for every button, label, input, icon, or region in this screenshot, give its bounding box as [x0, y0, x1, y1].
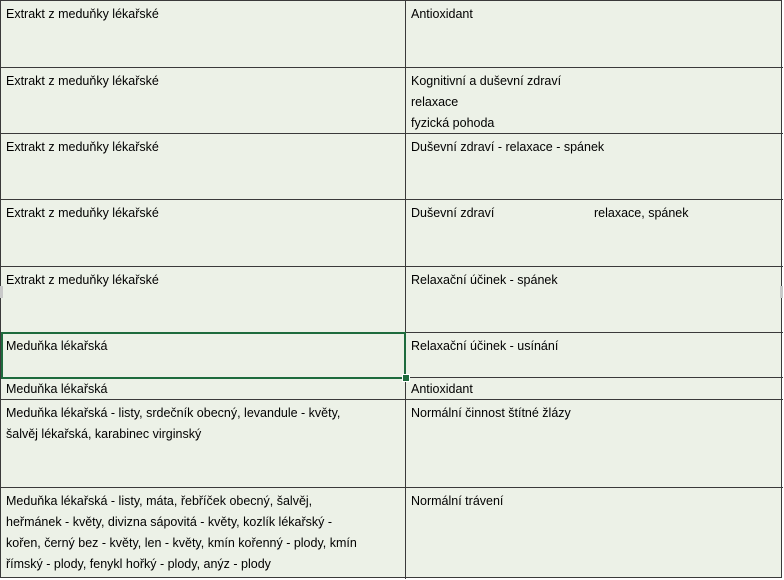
cell-text: [411, 203, 778, 224]
cell-text: Relaxační účinek - usínání: [411, 339, 559, 353]
table-cell-claim[interactable]: [406, 1, 783, 67]
table-row: [1, 1, 783, 68]
table-row: [1, 333, 783, 378]
table-cell-ingredient[interactable]: [1, 378, 406, 399]
table-cell-ingredient[interactable]: [1, 68, 406, 133]
cell-text: Normální činnost štítné žlázy: [411, 406, 571, 420]
table-cell-ingredient[interactable]: [1, 333, 406, 377]
table-row: [1, 488, 783, 579]
table-cell-claim[interactable]: [406, 400, 783, 487]
cell-text: Extrakt z meduňky lékařské: [6, 206, 159, 220]
resize-handle[interactable]: [0, 286, 3, 298]
table-row: [1, 378, 783, 400]
cell-text: Meduňka lékařská: [6, 382, 108, 396]
cell-text: šalvěj lékařská, karabinec virginský: [6, 427, 202, 441]
cell-text: Extrakt z meduňky lékařské: [6, 74, 159, 88]
table-row: [1, 267, 783, 333]
cell-text-part: relaxace, spánek: [594, 206, 689, 220]
cell-text-part: Duševní zdraví: [411, 206, 495, 220]
table-cell-claim[interactable]: [406, 68, 783, 133]
table-row: [1, 134, 783, 200]
cell-text: Antioxidant: [411, 7, 473, 21]
table-cell-ingredient[interactable]: [1, 267, 406, 332]
cell-text: Extrakt z meduňky lékařské: [6, 7, 159, 21]
cell-text: Antioxidant: [411, 382, 473, 396]
table-cell-ingredient[interactable]: [1, 1, 406, 67]
table-cell-claim[interactable]: [406, 378, 783, 399]
cell-text: římský - plody, fenykl hořký - plody, anýz - plody: [6, 557, 271, 571]
resize-handle[interactable]: [780, 286, 783, 298]
table-cell-claim[interactable]: [406, 200, 783, 266]
cell-text: Duševní zdraví - relaxace - spánek: [411, 140, 605, 154]
cell-text: relaxace: [411, 95, 459, 109]
cell-text: kořen, černý bez - květy, len - květy, kmín kořenný - plody, kmín: [6, 536, 357, 550]
table-cell-claim[interactable]: [406, 333, 783, 377]
cell-text: Normální trávení: [411, 494, 504, 508]
cell-text: fyzická pohoda: [411, 116, 495, 130]
table-cell-ingredient[interactable]: [1, 400, 406, 487]
cell-text: Meduňka lékařská - listy, srdečník obecný, levandule - květy,: [6, 406, 341, 420]
table-cell-ingredient[interactable]: [1, 134, 406, 199]
table-cell-claim[interactable]: [406, 488, 783, 579]
table-cell-ingredient[interactable]: [1, 488, 406, 579]
cell-text: Meduňka lékařská: [6, 339, 108, 353]
cell-text: Relaxační účinek - spánek: [411, 273, 558, 287]
table-row: [1, 400, 783, 488]
cell-text: heřmánek - květy, divizna sápovitá - květy, kozlík lékařský -: [6, 515, 333, 529]
cell-text: Kognitivní a duševní zdraví: [411, 74, 562, 88]
table-cell-claim[interactable]: [406, 267, 783, 332]
fill-handle[interactable]: [402, 374, 410, 382]
cell-text: Extrakt z meduňky lékařské: [6, 273, 159, 287]
table-cell-claim[interactable]: [406, 134, 783, 199]
table-row: [1, 200, 783, 267]
table-cell-ingredient[interactable]: [1, 200, 406, 266]
table-row: [1, 68, 783, 134]
cell-text: Extrakt z meduňky lékařské: [6, 140, 159, 154]
cell-text: Meduňka lékařská - listy, máta, řebříček obecný, šalvěj,: [6, 494, 313, 508]
